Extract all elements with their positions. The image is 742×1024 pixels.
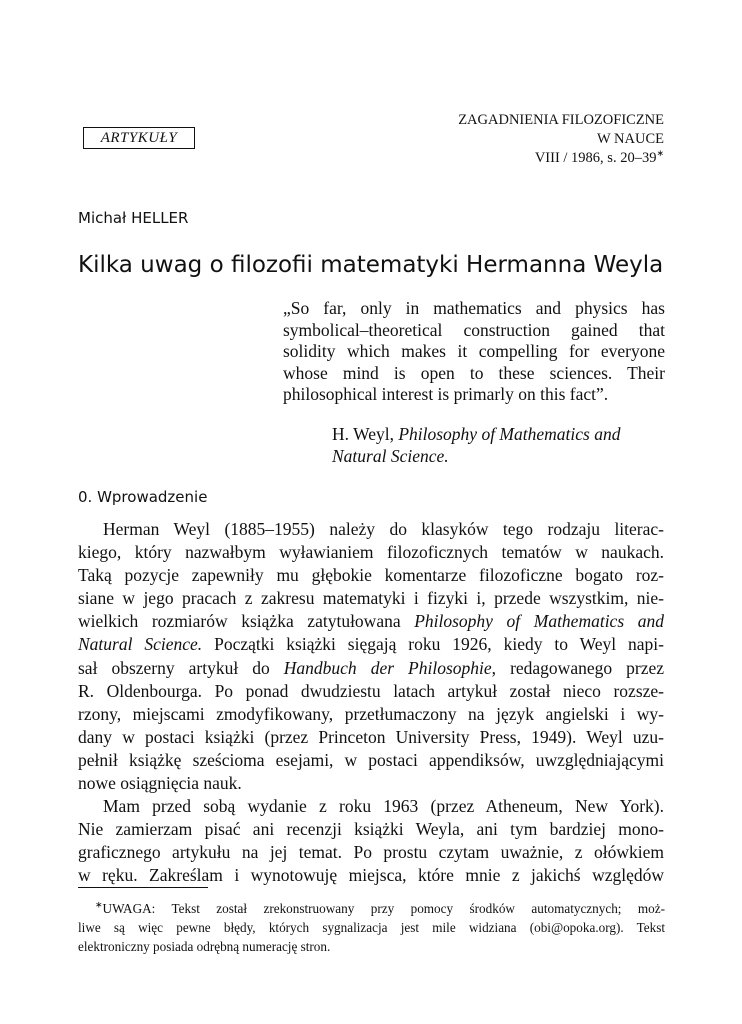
epigraph-attribution xyxy=(332,423,667,467)
text-run: sał obszerny artykuł do xyxy=(78,657,284,678)
paragraph-line: Nie zamierzam pisać ani recenzji książki Weyla, ani tym bardziej mono- xyxy=(78,819,664,840)
attribution-author: H. Weyl, xyxy=(332,424,394,444)
epigraph-line: philosophical interest is primarly on this fact”. xyxy=(283,384,609,404)
epigraph-line: symbolical–theoretical construction gained that xyxy=(283,319,665,340)
footnote-line xyxy=(78,899,665,918)
epigraph-line: solidity which makes it compelling for everyone xyxy=(283,341,665,361)
article-author: Michał HELLER xyxy=(78,209,189,227)
section-heading: 0. Wprowadzenie xyxy=(78,488,208,506)
journal-footnote-mark: ∗ xyxy=(656,148,664,159)
paragraph-line xyxy=(78,657,664,680)
paragraph-line: nowe osiągnięcia nauk. xyxy=(78,773,242,794)
body-text xyxy=(78,518,664,888)
journal-info xyxy=(344,111,664,168)
footnote-text: UWAGA: Tekst został zrekonstruowany przy pomocy środków automatycznych; moż- xyxy=(102,901,665,916)
footnote-divider xyxy=(78,887,208,888)
paragraph-line: kiego, który nazwałbym wyławianiem filozoficznych tematów w naukach. xyxy=(78,542,664,563)
footnote-line: liwe są więc pewne błędy, których sygnalizacja jest mile widziana (obi@opoka.org). Tekst xyxy=(78,920,665,935)
footnote-mark: ∗ xyxy=(95,899,103,910)
paragraph-line: graficznego artykułu na jej temat. Po prostu czytam uważnie, z ołówkiem xyxy=(78,842,664,863)
paragraph-line: Taką pozycje zapewniły mu głębokie komentarze filozoficzne bogato roz- xyxy=(78,565,664,586)
paragraph-line: dany w postaci książki (przez Princeton University Press, 1949). Weyl uzu- xyxy=(78,726,664,747)
paragraph-line: Mam przed sobą wydanie z roku 1963 (przez Atheneum, New York). xyxy=(103,796,664,817)
journal-subtitle: W NAUCE xyxy=(597,131,664,147)
paragraph-line: rzony, miejscami zmodyfikowany, przetłumaczony na język angielski i wy- xyxy=(78,703,664,724)
paragraph-line: w ręku. Zakreślam i wynotowuję miejsca, które mnie z jakichś względów xyxy=(78,865,664,886)
footnote xyxy=(78,899,665,956)
book-title: Philosophy of Mathematics and xyxy=(414,611,664,632)
epigraph-line: whose mind is open to these sciences. Their xyxy=(283,362,665,383)
paragraph-line xyxy=(78,610,664,633)
journal-volume-pages: VIII / 1986, s. 20–39 xyxy=(534,150,657,166)
paragraph-line: pełnił książkę sześcioma esejami, w postaci appendiksów, uwzględniającymi xyxy=(78,749,664,770)
epigraph-quote xyxy=(283,298,665,406)
article-title: Kilka uwag o filozofii matematyki Hermanna Weyla xyxy=(78,252,664,278)
paragraph-line: Herman Weyl (1885–1955) należy do klasyków tego rodzaju literac- xyxy=(103,519,664,539)
attribution-work: Philosophy of Mathematics and xyxy=(398,424,621,444)
journal-name: ZAGADNIENIA FILOZOFICZNE xyxy=(458,112,664,128)
book-title: Natural Science. xyxy=(78,634,203,655)
epigraph-line: „So far, only in mathematics and physics has xyxy=(283,298,665,318)
journal-volume xyxy=(344,149,664,168)
text-run: Początki książki sięgają roku 1926, kiedy to Weyl napi- xyxy=(202,634,664,655)
footnote-line: elektroniczny posiada odrębną numerację stron. xyxy=(78,939,331,954)
paragraph-line xyxy=(78,633,664,656)
paragraph-line: R. Oldenbourga. Po ponad dwudziestu latach artykuł został nieco rozsze- xyxy=(78,680,664,701)
text-run: wielkich rozmiarów książka zatytułowana xyxy=(78,611,415,632)
section-label: ARTYKUŁY xyxy=(83,127,195,149)
paragraph-line: siane w jego pracach z zakresu matematyki i fizyki i, przede wszystkim, nie- xyxy=(78,588,664,609)
book-title: Handbuch der Philosophie xyxy=(283,657,492,678)
attribution-work-cont: Natural Science. xyxy=(332,446,449,466)
text-run: , redagowanego przez xyxy=(491,657,665,678)
